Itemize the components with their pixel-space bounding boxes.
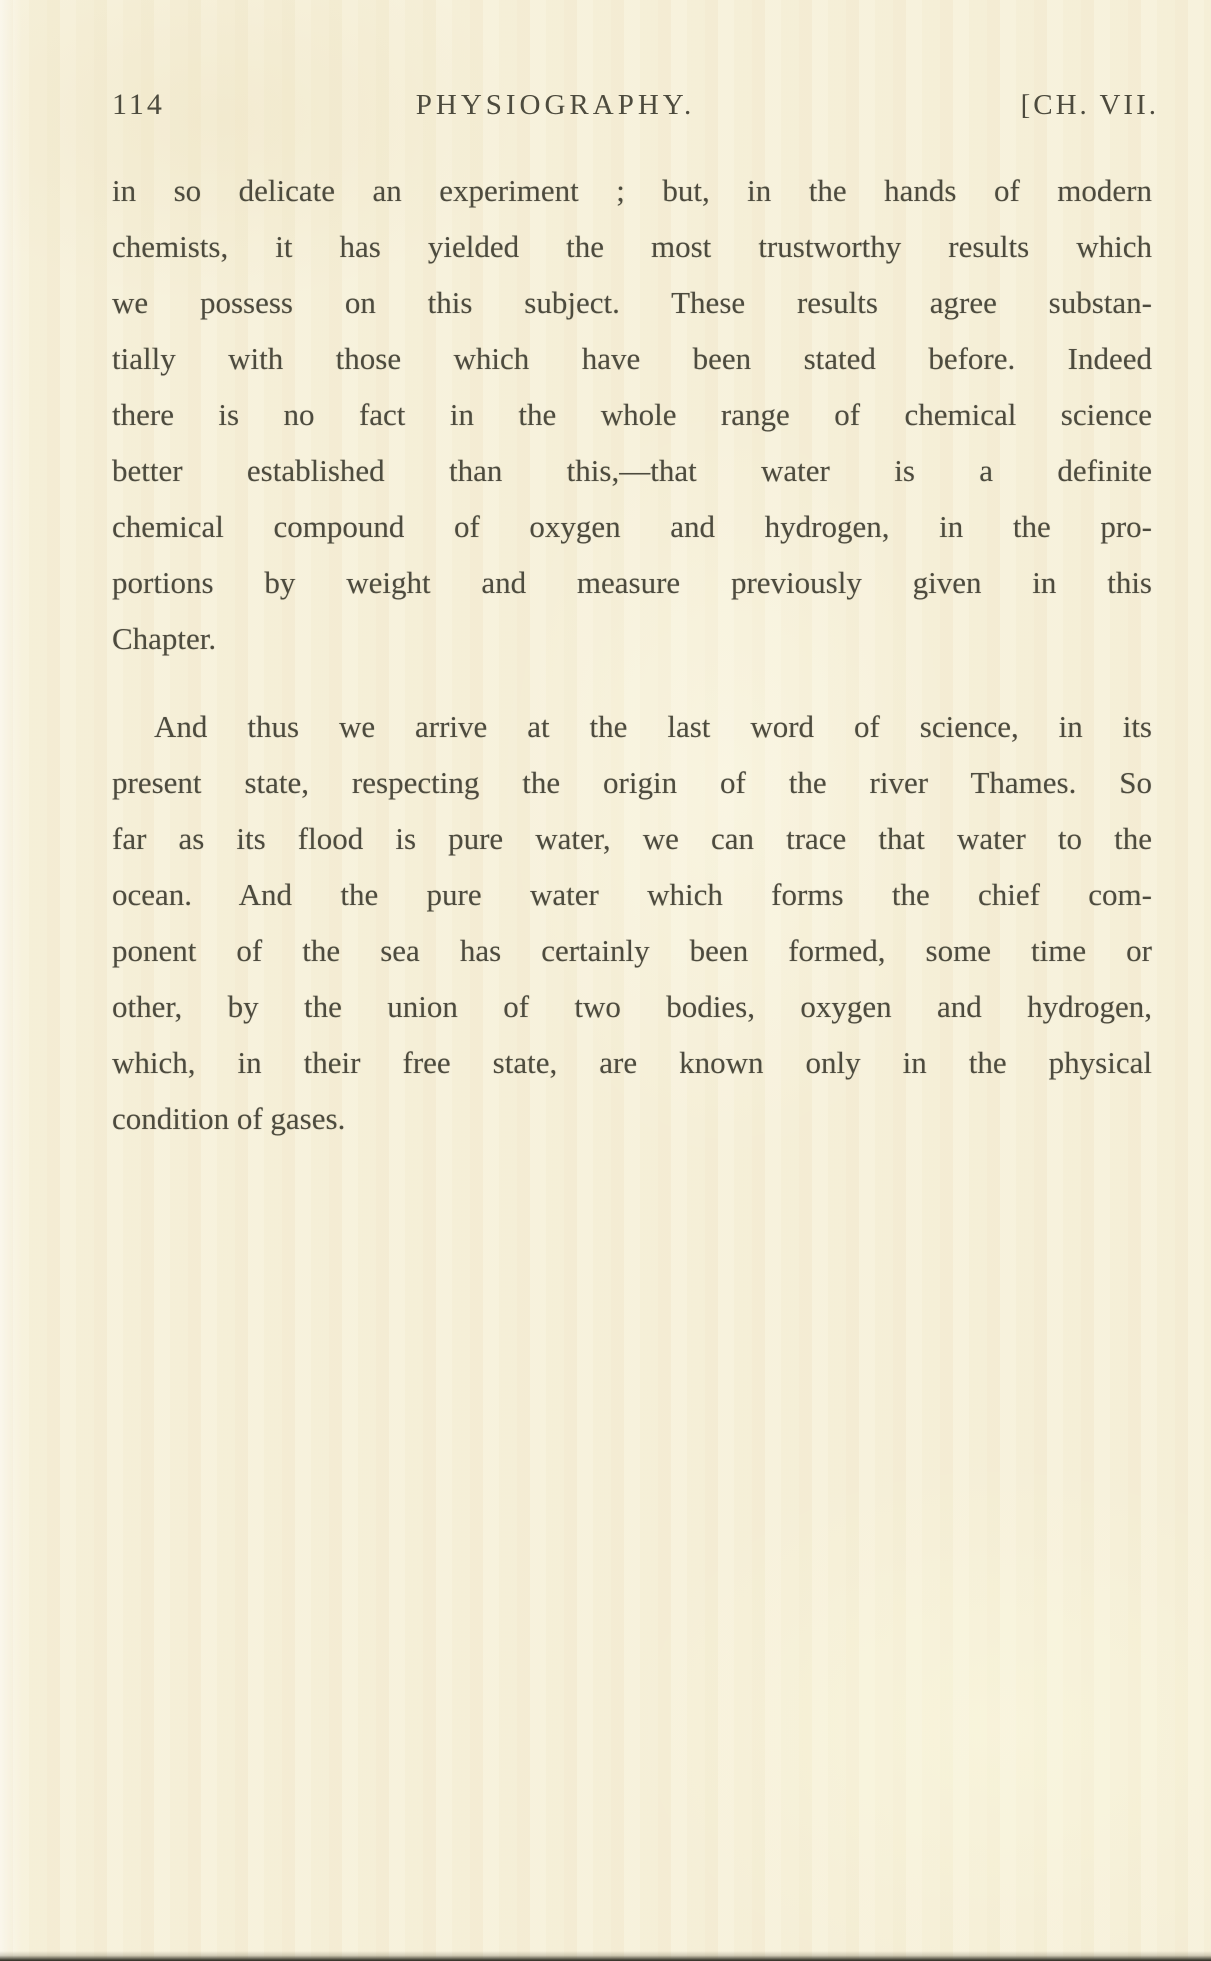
text-line: portions by weight and measure previously given in this bbox=[112, 565, 1152, 600]
text-line: Chapter. bbox=[112, 621, 217, 656]
page-number: 114 bbox=[112, 88, 165, 121]
text-line: we possess on this subject. These results agree substan- bbox=[112, 285, 1152, 320]
paragraph bbox=[112, 699, 1152, 1147]
running-title: PHYSIOGRAPHY. bbox=[415, 89, 696, 121]
text-line: far as its flood is pure water, we can trace that water to the bbox=[112, 821, 1152, 856]
text-line: which, in their free state, are known only in the physical bbox=[112, 1045, 1152, 1080]
text-line: ponent of the sea has certainly been formed, some time or bbox=[112, 933, 1152, 968]
page-bottom-edge bbox=[0, 1951, 1211, 1961]
text-line: there is no fact in the whole range of chemical science bbox=[112, 397, 1152, 432]
paragraph bbox=[112, 163, 1152, 667]
text-line: present state, respecting the origin of the river Thames. So bbox=[112, 765, 1152, 800]
body-text bbox=[112, 163, 1152, 1179]
chapter-marker: [CH. VII. bbox=[1020, 89, 1159, 121]
text-line: And thus we arrive at the last word of science, in its bbox=[154, 709, 1152, 744]
text-line: better established than this,—that water is a definite bbox=[112, 453, 1152, 488]
text-line: ocean. And the pure water which forms the chief com- bbox=[112, 877, 1152, 912]
text-line: chemists, it has yielded the most trustworthy results which bbox=[112, 229, 1152, 264]
text-line: chemical compound of oxygen and hydrogen, in the pro- bbox=[112, 509, 1152, 544]
text-line: in so delicate an experiment ; but, in the hands of modern bbox=[112, 173, 1152, 208]
text-line: other, by the union of two bodies, oxygen and hydrogen, bbox=[112, 989, 1152, 1024]
text-line: tially with those which have been stated before. Indeed bbox=[112, 341, 1152, 376]
running-head bbox=[112, 88, 1159, 132]
text-line: condition of gases. bbox=[112, 1101, 346, 1136]
